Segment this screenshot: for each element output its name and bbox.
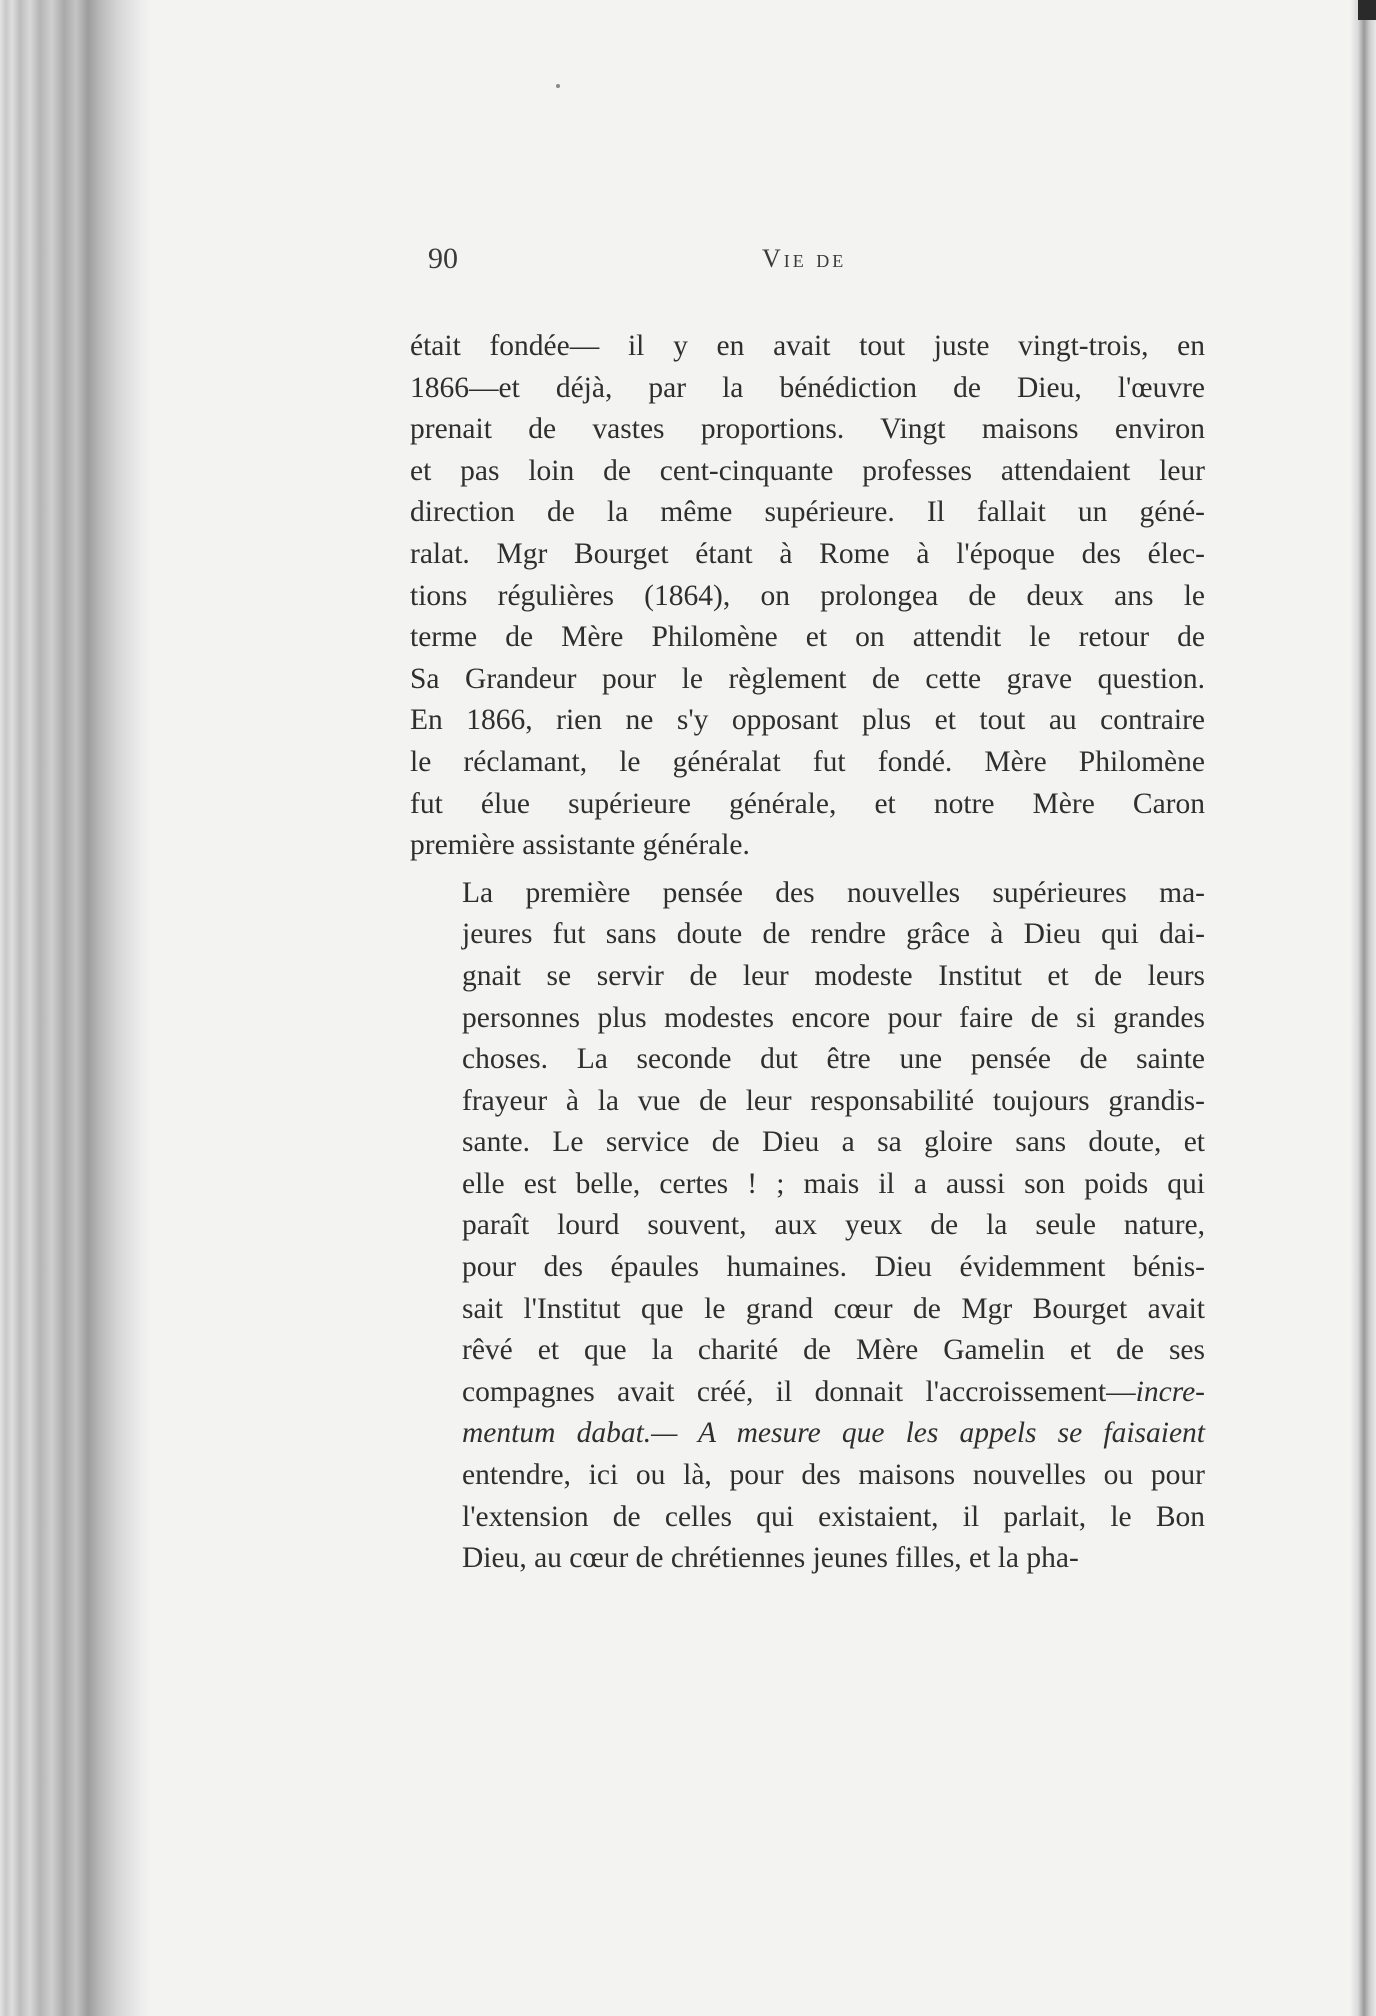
book-gutter-shadow	[0, 0, 150, 2016]
paragraph-2	[410, 873, 1205, 1580]
text-line: choses. La seconde dut être une pensée de sainte	[462, 1043, 1205, 1076]
text-line: elle est belle, certes ! ; mais il a aussi son poids qui	[462, 1167, 1205, 1200]
text-line: En 1866, rien ne s'y opposant plus et tout au contraire	[410, 704, 1205, 737]
text-line: sante. Le service de Dieu a sa gloire sans doute, et	[462, 1126, 1205, 1159]
text-line: sait l'Institut que le grand cœur de Mgr Bourget avait	[462, 1292, 1205, 1325]
text-line: et pas loin de cent-cinquante professes attendaient leur	[410, 454, 1205, 487]
text-line	[410, 1372, 1205, 1414]
text-line: La première pensée des nouvelles supérieures ma-	[462, 876, 1205, 909]
text-line: entendre, ici ou là, pour des maisons nouvelles ou pour	[462, 1459, 1205, 1492]
text-line: terme de Mère Philomène et on attendit le retour de	[410, 621, 1205, 654]
text-line: rêvé et que la charité de Mère Gamelin et de ses	[462, 1334, 1205, 1367]
italic-fragment: incre-	[1135, 1375, 1205, 1408]
text-fragment: compagnes avait créé, il donnait l'accroissement—	[462, 1375, 1136, 1408]
text-line: était fondée— il y en avait tout juste vingt-trois, en	[410, 330, 1205, 362]
body-text	[410, 326, 1205, 1580]
text-line: tions régulières (1864), on prolongea de deux ans le	[410, 579, 1205, 612]
text-line: jeures fut sans doute de rendre grâce à Dieu qui dai-	[462, 918, 1205, 951]
book-page	[300, 230, 1210, 1575]
text-line: ralat. Mgr Bourget étant à Rome à l'époque des élec-	[410, 537, 1205, 570]
text-line: gnait se servir de leur modeste Institut et de leurs	[462, 959, 1205, 992]
text-line: Dieu, au cœur de chrétiennes jeunes filles, et la pha-	[462, 1542, 1079, 1575]
page-number: 90	[428, 242, 458, 275]
text-line: 1866—et déjà, par la bénédiction de Dieu, l'œuvre	[410, 371, 1205, 404]
text-line: direction de la même supérieure. Il fallait un géné-	[410, 496, 1205, 529]
paragraph-1	[410, 326, 1205, 867]
text-line: paraît lourd souvent, aux yeux de la seule nature,	[462, 1209, 1205, 1242]
text-fragment: dabat.— A mesure que les appels se faisaient	[576, 1417, 1206, 1450]
page-edge-shadow	[1350, 0, 1376, 2016]
running-head	[300, 230, 1210, 290]
text-line: l'extension de celles qui existaient, il parlait, le Bon	[462, 1500, 1205, 1533]
text-line: Sa Grandeur pour le règlement de cette grave question.	[410, 662, 1205, 695]
running-head-title: Vie de	[762, 244, 847, 273]
text-line: pour des épaules humaines. Dieu évidemment bénis-	[462, 1251, 1205, 1284]
scan-speck	[556, 84, 560, 88]
text-line: prenait de vastes proportions. Vingt maisons environ	[410, 413, 1205, 446]
text-line: frayeur à la vue de leur responsabilité toujours grandis-	[462, 1084, 1205, 1117]
italic-fragment: mentum	[462, 1417, 556, 1450]
text-line	[410, 1413, 1205, 1455]
text-line: première assistante générale.	[410, 829, 750, 862]
text-line: le réclamant, le généralat fut fondé. Mère Philomène	[410, 745, 1205, 778]
scan-corner-mark	[1358, 0, 1376, 20]
text-line: personnes plus modestes encore pour faire de si grandes	[462, 1001, 1205, 1034]
text-line: fut élue supérieure générale, et notre Mère Caron	[410, 787, 1205, 820]
